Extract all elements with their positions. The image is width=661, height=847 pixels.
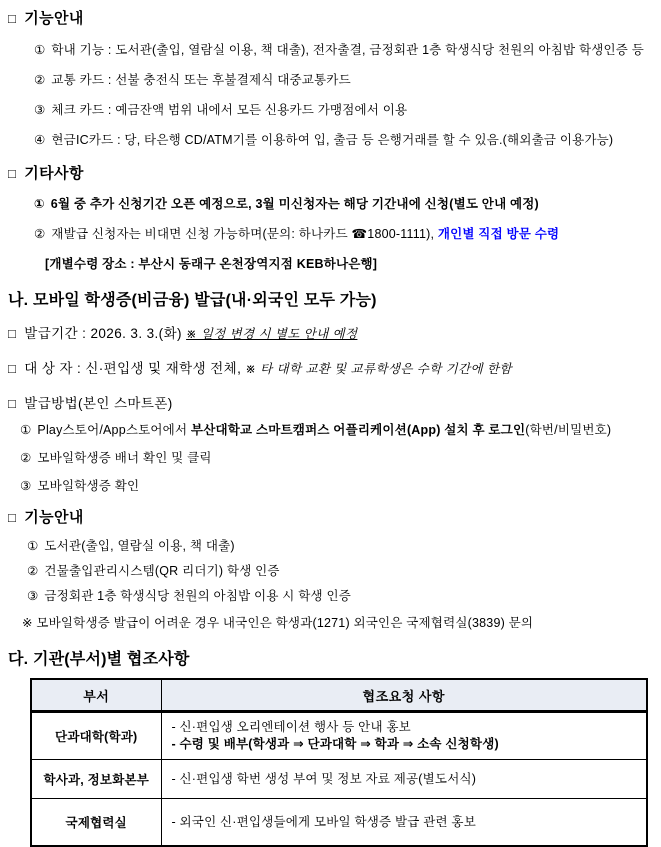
functions-note: ※ 모바일학생증 발급이 어려운 경우 내국인은 학생과(1271) 외국인은 국제협력실(3839) 문의 [22, 616, 534, 630]
item-number: ① [34, 197, 45, 211]
field-label: 발급방법(본인 스마트폰) [24, 396, 173, 411]
request-cell [161, 760, 647, 799]
step-text: 모바일학생증 배너 확인 및 클릭 [37, 451, 212, 465]
item-number: ④ [34, 133, 46, 147]
section-title-text: 기타사항 [24, 165, 84, 182]
item-text: 재발급 신청자는 비대면 신청 가능하며(문의: 하나카드 ☎1800-1111), [51, 227, 438, 241]
request-cell [161, 712, 647, 760]
request-line-bold: - 수령 및 배부(학생과 ⇒ 단과대학 ⇒ 학과 ⇒ 소속 신청학생) [171, 737, 499, 751]
pickup-note: [개별수령 장소 : 부산시 동래구 온천장역지점 KEB하나은행] [45, 257, 378, 271]
square-bullet-icon: □ [8, 326, 17, 341]
square-bullet-icon: □ [8, 396, 17, 411]
method-step [20, 478, 659, 495]
highlight-text: 개인별 직접 방문 수령 [437, 227, 560, 241]
step-text: Play스토어/App스토어에서 [37, 423, 191, 437]
item-text: 학내 기능 : 도서관(출입, 열람실 이용, 책 대출), 전자출결, 금정회관 1층 학생식당 천원의 아침밥 학생인증 등 [51, 43, 645, 57]
item-number: ② [34, 73, 46, 87]
issue-period-row [8, 325, 659, 343]
list-item [27, 538, 659, 555]
item-number: ③ [20, 479, 32, 493]
cooperation-table [30, 678, 648, 847]
item-text: 도서관(출입, 열람실 이용, 책 대출) [44, 539, 235, 553]
table-row [31, 712, 647, 760]
item-number: ③ [34, 103, 46, 117]
request-line: - 외국인 신·편입생들에게 모바일 학생증 발급 관련 홍보 [171, 814, 476, 829]
section-heading-mobile-id: 나. 모바일 학생증(비금융) 발급(내·외국인 모두 가능) [8, 292, 377, 309]
step-text-bold: 부산대학교 스마트캠퍼스 어플리케이션(App) 설치 후 로그인 [190, 423, 526, 437]
item-number: ② [27, 564, 39, 578]
item-number: ① [34, 43, 46, 57]
list-item [34, 102, 659, 119]
item-text: 교통 카드 : 선불 충전식 또는 후불결제식 대중교통카드 [51, 73, 351, 87]
section-title-misc [8, 165, 659, 183]
method-step [20, 450, 659, 467]
item-number: ② [34, 227, 46, 241]
list-item [34, 72, 659, 89]
section-title-text: 기능안내 [24, 509, 84, 526]
target-row [8, 360, 659, 378]
list-item [34, 226, 659, 243]
request-cell [161, 799, 647, 847]
field-label: 발급기간 : 2026. 3. 3.(화) [24, 326, 182, 341]
square-bullet-icon: □ [8, 510, 17, 525]
item-number: ② [20, 451, 32, 465]
item-text: 건물출입관리시스템(QR 리더기) 학생 인증 [44, 564, 280, 578]
table-header-row [31, 679, 647, 712]
item-number: ③ [27, 589, 39, 603]
section-heading-cooperation: 다. 기관(부서)별 협조사항 [8, 651, 190, 668]
table-header-request: 협조요청 사항 [161, 679, 647, 712]
list-item [34, 196, 659, 213]
table-row [31, 760, 647, 799]
square-bullet-icon: □ [8, 166, 17, 181]
step-text: 모바일학생증 확인 [37, 479, 140, 493]
list-item [34, 42, 659, 59]
field-label: 대 상 자 : 신·편입생 및 재학생 전체, [24, 361, 242, 376]
item-text: 현금IC카드 : 당, 타은행 CD/ATM기를 이용하여 입, 출금 등 은행거래를 할 수 있음.(해외출금 이용가능) [51, 133, 614, 147]
dept-cell: 학사과, 정보화본부 [31, 760, 161, 799]
item-text: 체크 카드 : 예금잔액 범위 내에서 모든 신용카드 가맹점에서 이용 [51, 103, 408, 117]
list-item [27, 563, 659, 580]
item-text: 6월 중 추가 신청기간 오픈 예정으로, 3월 미신청자는 해당 기간내에 신청(별도 안내 예정) [50, 197, 539, 211]
method-row [8, 395, 659, 413]
step-text: (학번/비밀번호) [525, 423, 612, 437]
section-title-text: 기능안내 [24, 10, 84, 27]
square-bullet-icon: □ [8, 361, 17, 376]
table-row [31, 799, 647, 847]
table-header-dept: 부서 [31, 679, 161, 712]
request-line: - 신·편입생 오리엔테이션 행사 등 안내 홍보 [171, 720, 411, 734]
section-title-mobile-functions [8, 509, 659, 527]
list-item [34, 132, 659, 149]
request-line: - 신·편입생 학번 생성 부여 및 정보 자료 제공(별도서식) [171, 771, 477, 786]
item-text: 금정회관 1층 학생식당 천원의 아침밥 이용 시 학생 인증 [44, 589, 351, 603]
period-note: ※ 일정 변경 시 별도 안내 예정 [186, 327, 358, 341]
list-item [27, 588, 659, 605]
square-bullet-icon: □ [8, 11, 17, 26]
section-title-function-guide [8, 10, 659, 28]
item-number: ① [27, 539, 39, 553]
method-step [20, 422, 659, 439]
item-number: ① [20, 423, 32, 437]
dept-cell: 단과대학(학과) [31, 712, 161, 760]
dept-cell: 국제협력실 [31, 799, 161, 847]
target-note: ※ 타 대학 교환 및 교류학생은 수학 기간에 한함 [245, 362, 512, 376]
